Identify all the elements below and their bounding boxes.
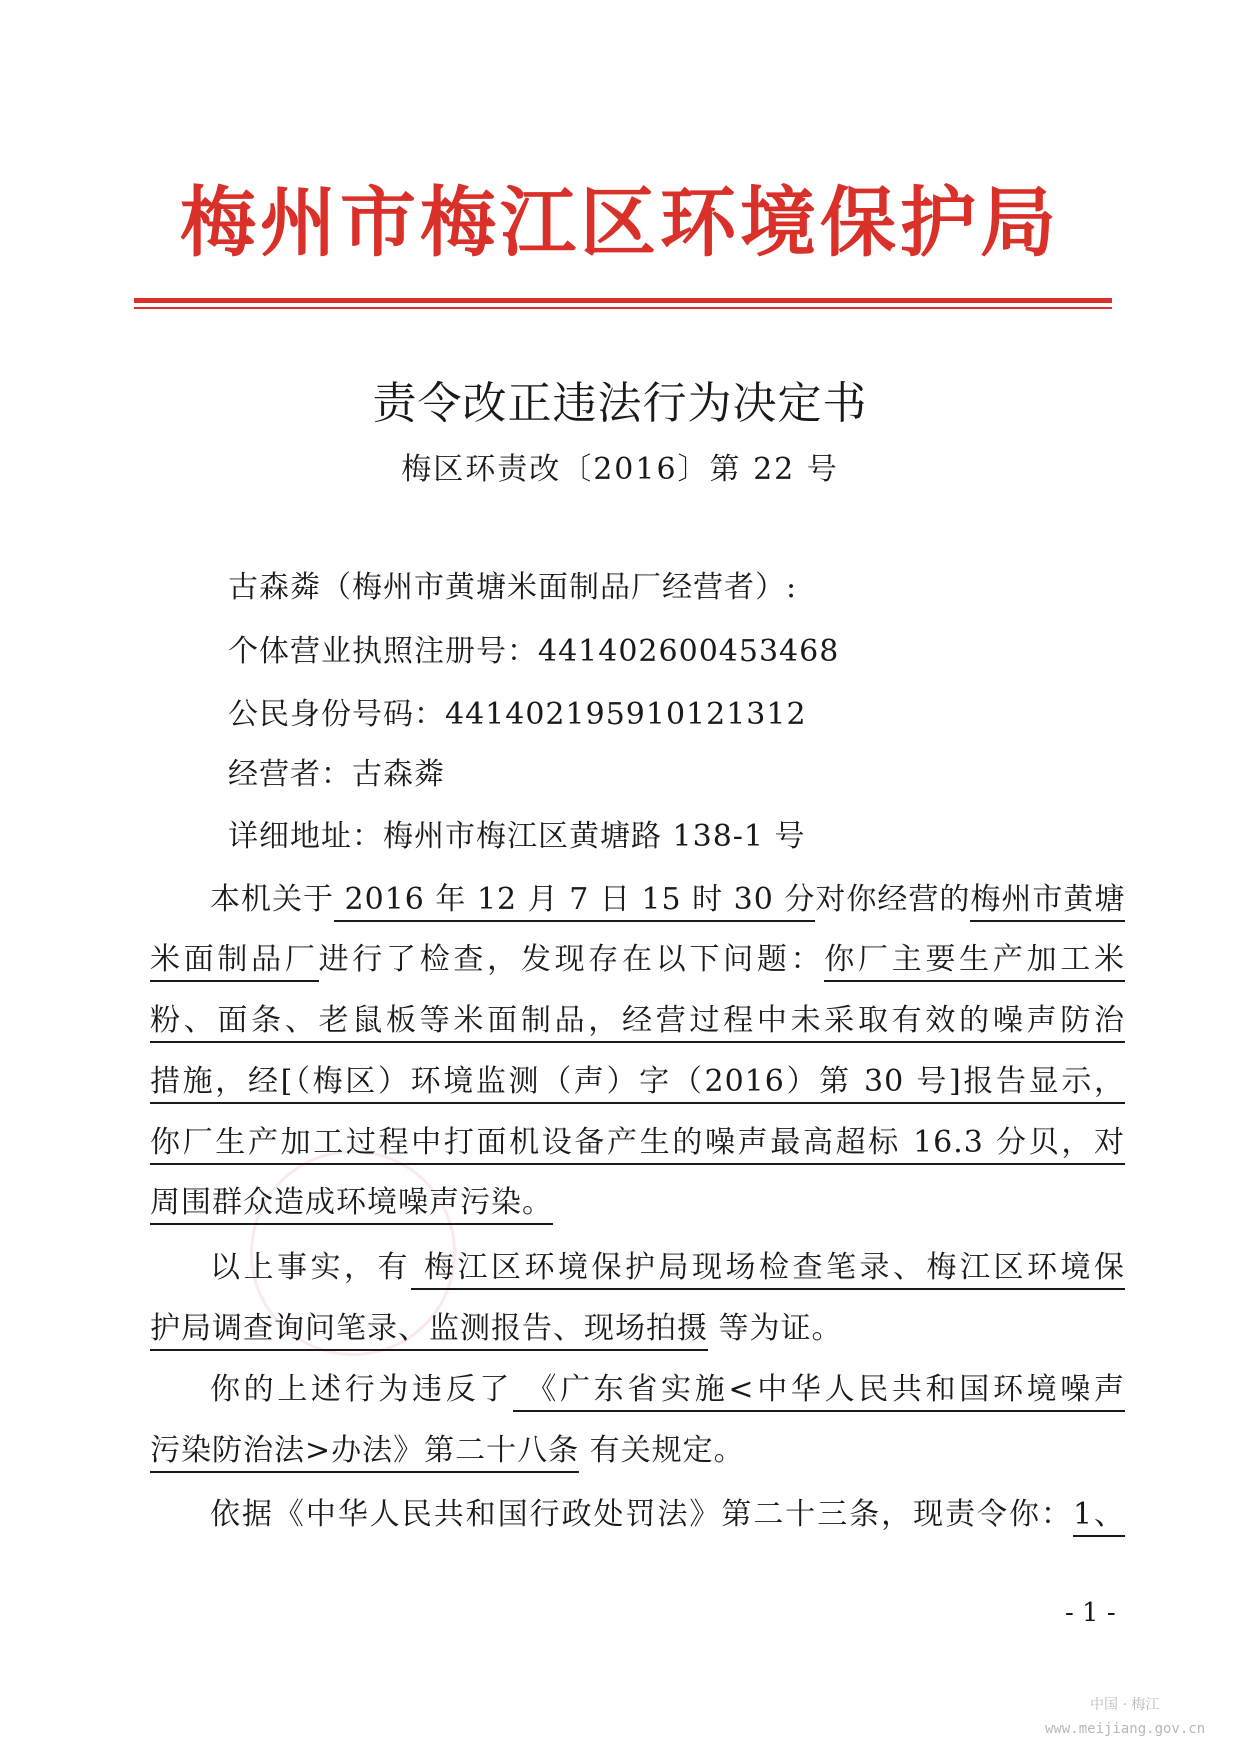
operator: 经营者：古森粦 (228, 757, 445, 792)
document-title: 责令改正违法行为决定书 (372, 378, 868, 429)
factory-name-part2: 米面制品厂 (150, 942, 319, 982)
paragraph2-line1 (210, 1250, 1125, 1285)
paragraph4-line1 (210, 1497, 1126, 1532)
p3-suffix: 有关规定。 (579, 1433, 745, 1468)
factory-name-part1: 梅州市黄塘 (970, 882, 1125, 922)
document-number: 梅区环责改〔2016〕第 22 号 (401, 452, 839, 487)
paragraph3-line1 (210, 1372, 1125, 1407)
paragraph3-line2 (150, 1433, 1125, 1468)
p1-findings-intro: 进行了检查，发现存在以下问题： (318, 942, 825, 977)
inspection-time: 2016 年 12 月 7 日 15 时 30 分 (334, 882, 815, 922)
p3-intro: 你的上述行为违反了 (210, 1372, 514, 1407)
p1-intro: 本机关于 (210, 882, 334, 917)
paragraph1-line3 (150, 1003, 1125, 1038)
address: 详细地址：梅州市梅江区黄塘路 138-1 号 (228, 819, 806, 854)
evidence-part2: 护局调查询问笔录、监测报告、现场拍摄 (150, 1311, 708, 1351)
p4-text: 依据《中华人民共和国行政处罚法》第二十三条，现责令你： (210, 1497, 1073, 1532)
id-number: 公民身份号码：441402195910121312 (228, 697, 807, 732)
evidence-part1: 梅江区环境保护局现场检查笔录、梅江区环境保 (411, 1250, 1125, 1290)
findings-part2: 粉、面条、老鼠板等米面制品，经营过程中未采取有效的噪声防治 (150, 1003, 1125, 1043)
violated-regulation-part1: 《广东省实施<中华人民共和国环境噪声 (513, 1372, 1125, 1412)
findings-part1: 你厂主要生产加工米 (824, 942, 1125, 982)
p2-suffix: 等为证。 (708, 1311, 843, 1346)
violated-regulation-part2: 污染防治法>办法》第二十八条 (150, 1433, 579, 1473)
header-rule-thin (134, 307, 1112, 309)
license-number: 个体营业执照注册号：441402600453468 (228, 634, 840, 669)
paragraph1-line6 (150, 1185, 1125, 1220)
findings-part3: 措施，经[（梅区）环境监测（声）字（2016）第 30 号]报告显示， (150, 1064, 1125, 1104)
page-number: - 1 - (1065, 1598, 1116, 1628)
paragraph1-line5 (150, 1125, 1125, 1160)
paragraph1-line4 (150, 1064, 1125, 1099)
p1-connector: 对你经营的 (815, 882, 971, 917)
paragraph1-line2 (150, 942, 1126, 977)
order-item-1: 1、 (1073, 1497, 1125, 1537)
watermark-site-name: 中国 · 梅江 (1090, 1697, 1160, 1713)
recipient-name: 古森粦（梅州市黄塘米面制品厂经营者）: (228, 570, 798, 605)
p2-intro: 以上事实，有 (210, 1250, 411, 1285)
paragraph1-line1 (210, 882, 1126, 917)
agency-header: 梅州市梅江区环境保护局 (180, 178, 1060, 267)
watermark-url: www.meijiang.gov.cn (1045, 1721, 1206, 1737)
paragraph2-line2 (150, 1311, 1125, 1346)
findings-part4: 你厂生产加工过程中打面机设备产生的噪声最高超标 16.3 分贝，对 (150, 1125, 1125, 1165)
findings-part5: 周围群众造成环境噪声污染。 (150, 1185, 553, 1225)
header-rule-thick (134, 298, 1112, 303)
